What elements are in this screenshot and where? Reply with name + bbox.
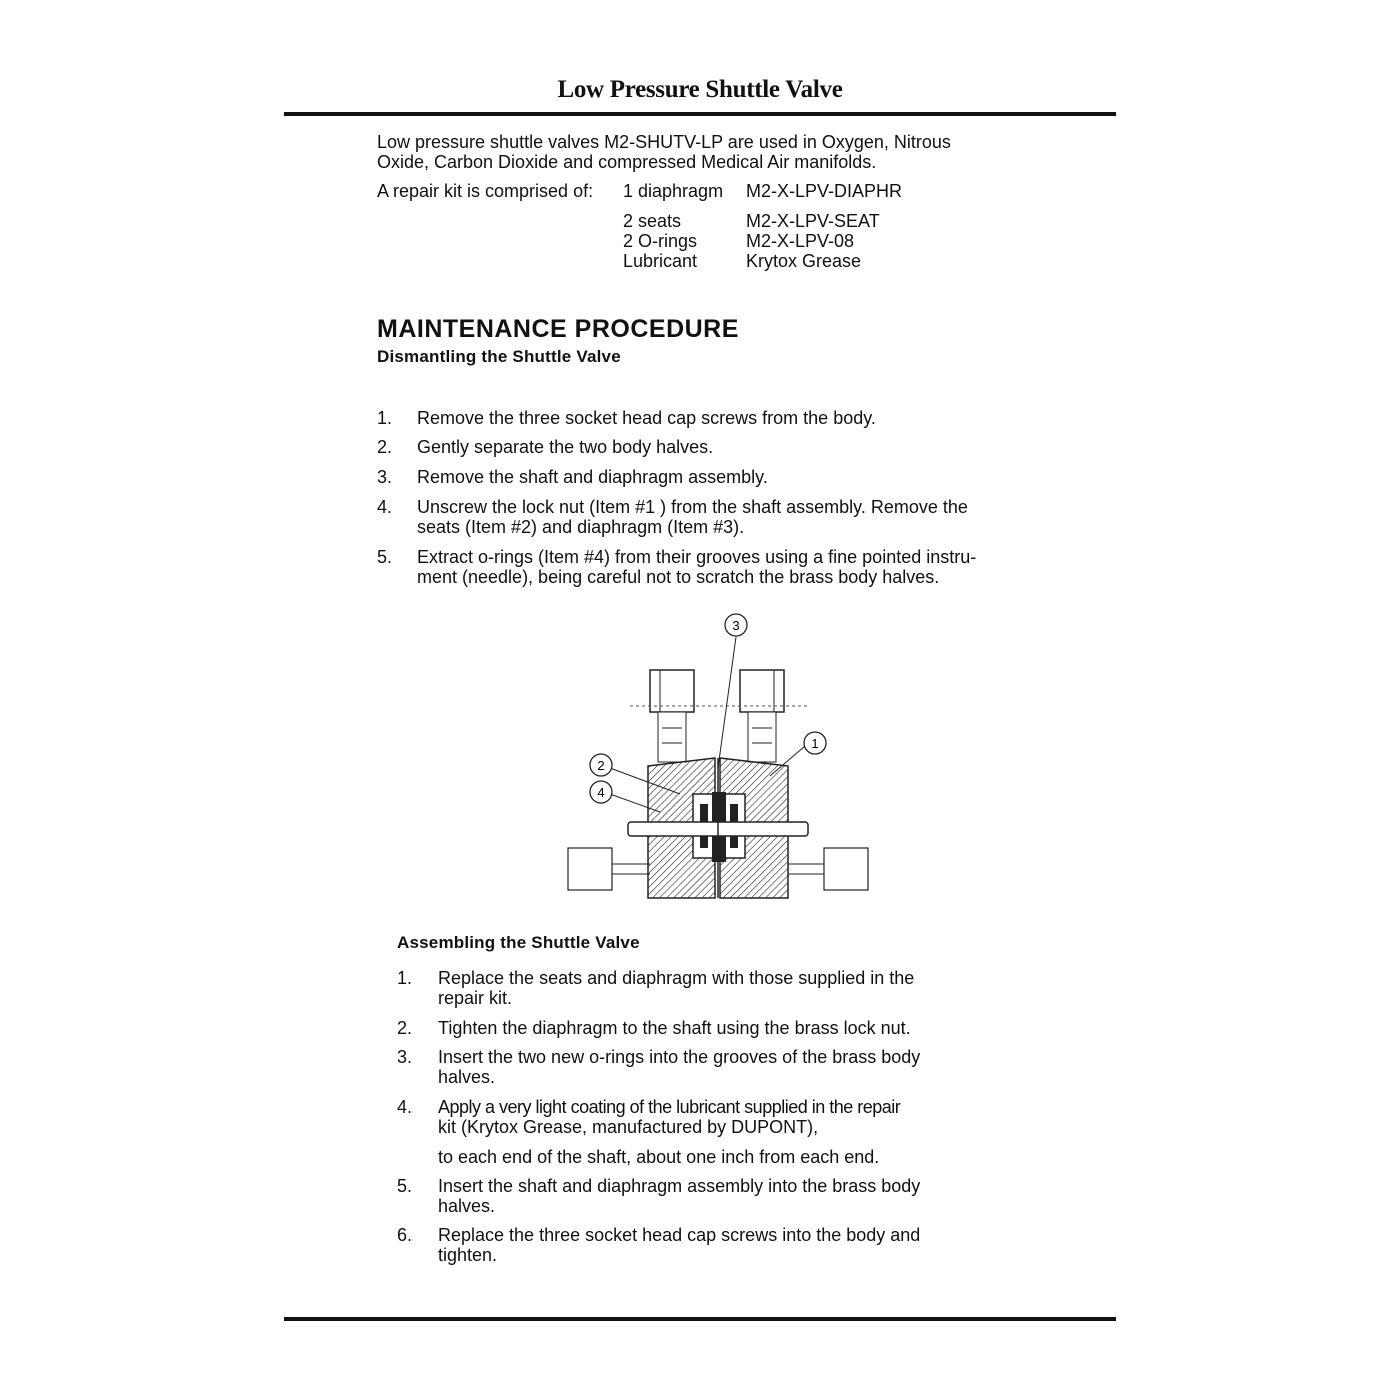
shuttle-valve-diagram <box>560 608 880 908</box>
step-number: 5. <box>397 1176 413 1196</box>
side-fitting-right <box>824 848 868 890</box>
step-text: repair kit. <box>438 988 513 1008</box>
dismantle-step <box>377 408 1017 428</box>
callout-label: 3 <box>732 618 740 633</box>
dismantle-step <box>377 467 1017 487</box>
step-number: 6. <box>397 1225 413 1245</box>
screw-shank <box>748 712 776 762</box>
callout-label: 4 <box>597 785 605 800</box>
intro-line: Oxide, Carbon Dioxide and compressed Medical Air manifolds. <box>377 152 877 172</box>
assemble-step <box>397 968 957 1008</box>
step-text: Extract o-rings (Item #4) from their grooves using a fine pointed instru- <box>417 547 977 567</box>
step-number: 1. <box>397 968 413 988</box>
step-number: 3. <box>377 467 393 487</box>
step-number: 2. <box>397 1018 413 1038</box>
step-number: 2. <box>377 437 393 457</box>
repair-kit-label: A repair kit is comprised of: <box>377 181 594 201</box>
step-text: Replace the three socket head cap screws into the body and <box>438 1225 921 1245</box>
step-text: tighten. <box>438 1245 498 1265</box>
step-text: kit (Krytox Grease, manufactured by DUPONT), <box>438 1117 819 1137</box>
assemble-step <box>397 1047 957 1087</box>
step-text: seats (Item #2) and diaphragm (Item #3). <box>417 517 745 537</box>
assemble-step <box>397 1176 957 1216</box>
assemble-step <box>397 1018 957 1038</box>
assemble-heading: Assembling the Shuttle Valve <box>397 933 640 952</box>
dismantle-step <box>377 547 1017 587</box>
kit-item-part: M2-X-LPV-SEAT <box>746 211 880 231</box>
step-text: Remove the shaft and diaphragm assembly. <box>417 467 768 487</box>
maintenance-heading: MAINTENANCE PROCEDURE <box>377 315 739 343</box>
kit-item-part: M2-X-LPV-08 <box>746 231 855 251</box>
page-title: Low Pressure Shuttle Valve <box>557 76 843 103</box>
assemble-step <box>397 1225 957 1265</box>
dismantle-step <box>377 437 1017 457</box>
callout-label: 2 <box>597 758 605 773</box>
step-text: halves. <box>438 1196 496 1216</box>
kit-item-qty: 2 seats <box>623 211 682 231</box>
step-number: 4. <box>377 497 393 517</box>
step-text: Tighten the diaphragm to the shaft using the brass lock nut. <box>438 1018 911 1038</box>
step-text: Replace the seats and diaphragm with those supplied in the <box>438 968 915 988</box>
callout-1 <box>804 732 826 754</box>
step-text: Insert the shaft and diaphragm assembly into the brass body <box>438 1176 921 1196</box>
intro-paragraph <box>377 132 1017 172</box>
step-text: to each end of the shaft, about one inch from each end. <box>438 1147 880 1167</box>
callout-label: 1 <box>811 736 819 751</box>
kit-item-qty: 2 O-rings <box>623 231 698 251</box>
step-text: Apply a very light coating of the lubricant supplied in the repair <box>438 1097 901 1117</box>
leader-line <box>718 637 736 768</box>
dismantle-heading: Dismantling the Shuttle Valve <box>377 347 621 366</box>
step-number: 1. <box>377 408 393 428</box>
assemble-step <box>397 1097 957 1167</box>
kit-item-part: M2-X-LPV-DIAPHR <box>746 181 903 201</box>
dismantle-step <box>377 497 1017 537</box>
intro-line: Low pressure shuttle valves M2-SHUTV-LP are used in Oxygen, Nitrous <box>377 132 951 152</box>
step-number: 3. <box>397 1047 413 1067</box>
step-number: 5. <box>377 547 393 567</box>
kit-item-qty: Lubricant <box>623 251 698 271</box>
kit-item-qty: 1 diaphragm <box>623 181 724 201</box>
callout-2 <box>590 754 612 776</box>
kit-item-part: Krytox Grease <box>746 251 862 271</box>
step-text: halves. <box>438 1067 496 1087</box>
callout-4 <box>590 781 612 803</box>
step-text: Remove the three socket head cap screws from the body. <box>417 408 876 428</box>
step-number: 4. <box>397 1097 413 1117</box>
step-text: ment (needle), being careful not to scratch the brass body halves. <box>417 567 940 587</box>
step-text: Unscrew the lock nut (Item #1 ) from the shaft assembly. Remove the <box>417 497 968 517</box>
step-text: Gently separate the two body halves. <box>417 437 714 457</box>
callout-3 <box>725 614 747 636</box>
screw-shank <box>658 712 686 762</box>
step-text: Insert the two new o-rings into the grooves of the brass body <box>438 1047 921 1067</box>
bottom-divider <box>284 1317 1116 1321</box>
top-divider <box>284 112 1116 116</box>
side-fitting-left <box>568 848 612 890</box>
